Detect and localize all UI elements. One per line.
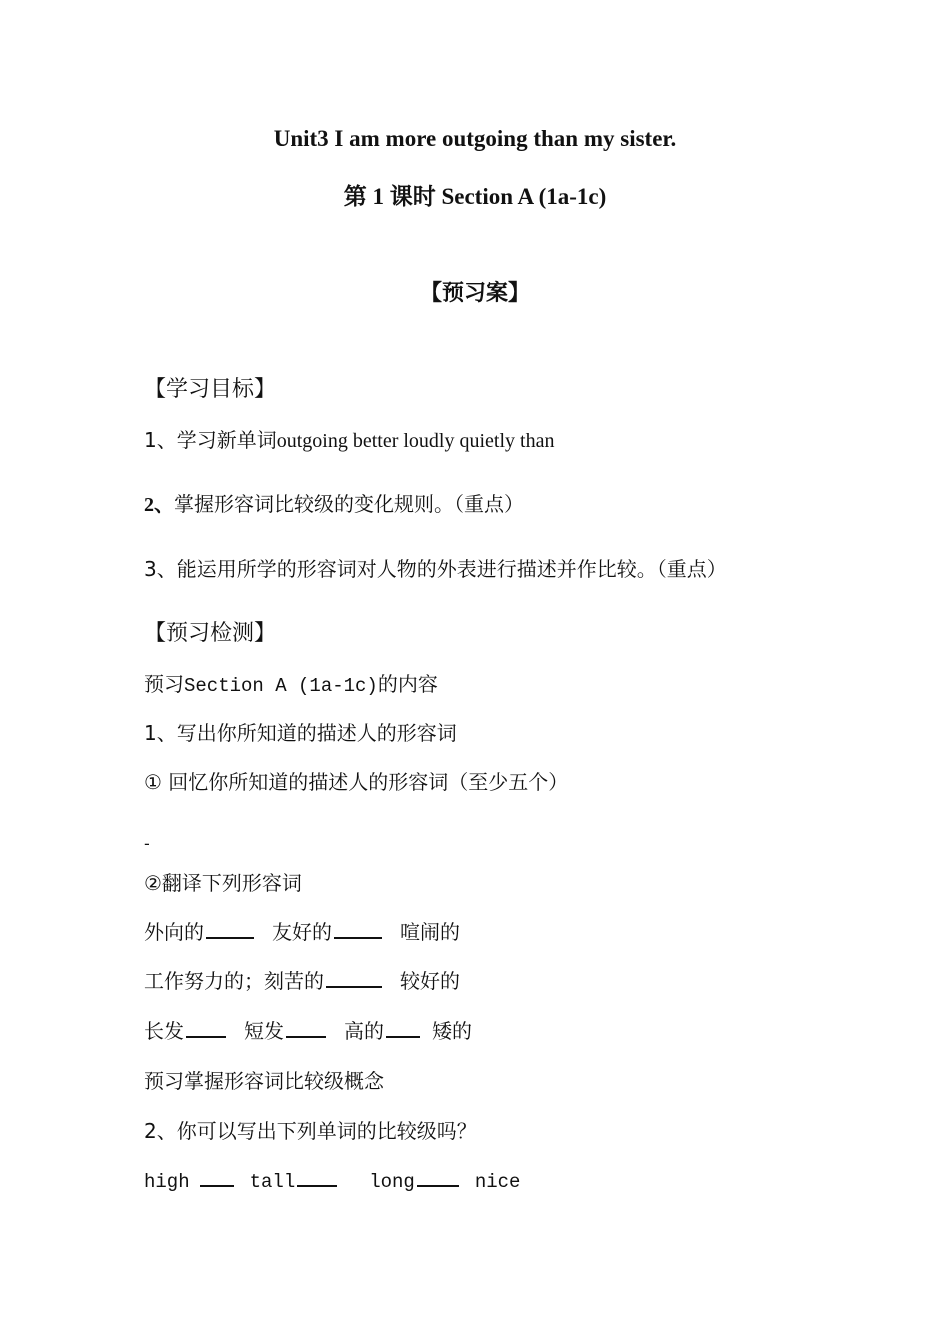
objective-item-2: [144, 490, 524, 519]
word-hardworking-cn: 工作努力的；刻苦的: [144, 969, 324, 993]
answer-blank[interactable]: [326, 968, 382, 988]
answer-blank[interactable]: [206, 919, 254, 939]
word-long: long: [369, 1171, 415, 1193]
objective-item-1-words: outgoing better loudly quietly than: [276, 430, 555, 452]
question-1-sub-1: ① 回忆你所知道的描述人的形容词（至少五个）: [144, 770, 569, 794]
word-better-cn: 较好的: [400, 969, 460, 993]
word-short-hair-cn: 短发: [244, 1019, 284, 1043]
objectives-heading: 【学习目标】: [144, 377, 277, 402]
answer-blank[interactable]: [286, 1018, 326, 1038]
preview-intro-c: 的内容: [377, 672, 438, 696]
objective-item-2-number: 2、: [144, 494, 174, 516]
section-label: 【预习案】: [419, 281, 530, 306]
preview-intro-section: Section A (1a-1c): [184, 675, 378, 697]
word-tall-cn: 高的: [344, 1019, 384, 1043]
word-friendly-cn: 友好的: [272, 920, 332, 944]
question-1: 1、写出你所知道的描述人的形容词: [144, 721, 457, 745]
concept-line: 预习掌握形容词比较级概念: [144, 1069, 384, 1093]
answer-blank[interactable]: [417, 1167, 459, 1187]
word-noisy-cn: 喧闹的: [400, 920, 460, 944]
word-tall: tall: [249, 1171, 296, 1193]
word-high: high: [144, 1171, 190, 1193]
comparative-words-row: [144, 1167, 520, 1196]
preview-intro: [144, 670, 438, 700]
answer-blank[interactable]: [334, 919, 382, 939]
question-1-sub-2: ②翻译下列形容词: [144, 871, 302, 895]
preview-intro-a: 预习: [144, 672, 184, 696]
answer-blank[interactable]: [186, 1018, 226, 1038]
answer-blank[interactable]: [386, 1018, 420, 1038]
objective-item-1-prefix: 1、学习新单词: [144, 428, 277, 452]
objective-item-3: 3、能运用所学的形容词对人物的外表进行描述并作比较。（重点）: [144, 557, 727, 581]
word-long-hair-cn: 长发: [144, 1019, 184, 1043]
translate-row-1: [144, 918, 460, 946]
word-short-cn: 矮的: [432, 1019, 472, 1043]
objective-item-1: [144, 426, 554, 455]
translate-row-3: [144, 1017, 472, 1045]
translate-row-2: [144, 967, 460, 995]
answer-blank[interactable]: [200, 1167, 234, 1187]
preview-heading: 【预习检测】: [144, 621, 277, 646]
dash-mark: -: [144, 834, 150, 853]
answer-blank[interactable]: [297, 1167, 337, 1187]
objective-item-2-text: 掌握形容词比较级的变化规则。（重点）: [174, 492, 524, 516]
lesson-title: 第 1 课时 Section A (1a-1c): [343, 184, 607, 209]
word-nice: nice: [474, 1171, 521, 1193]
word-outgoing-cn: 外向的: [144, 920, 204, 944]
question-2: 2、你可以写出下列单词的比较级吗？: [144, 1119, 477, 1143]
unit-title: Unit3 I am more outgoing than my sister.: [273, 126, 677, 151]
